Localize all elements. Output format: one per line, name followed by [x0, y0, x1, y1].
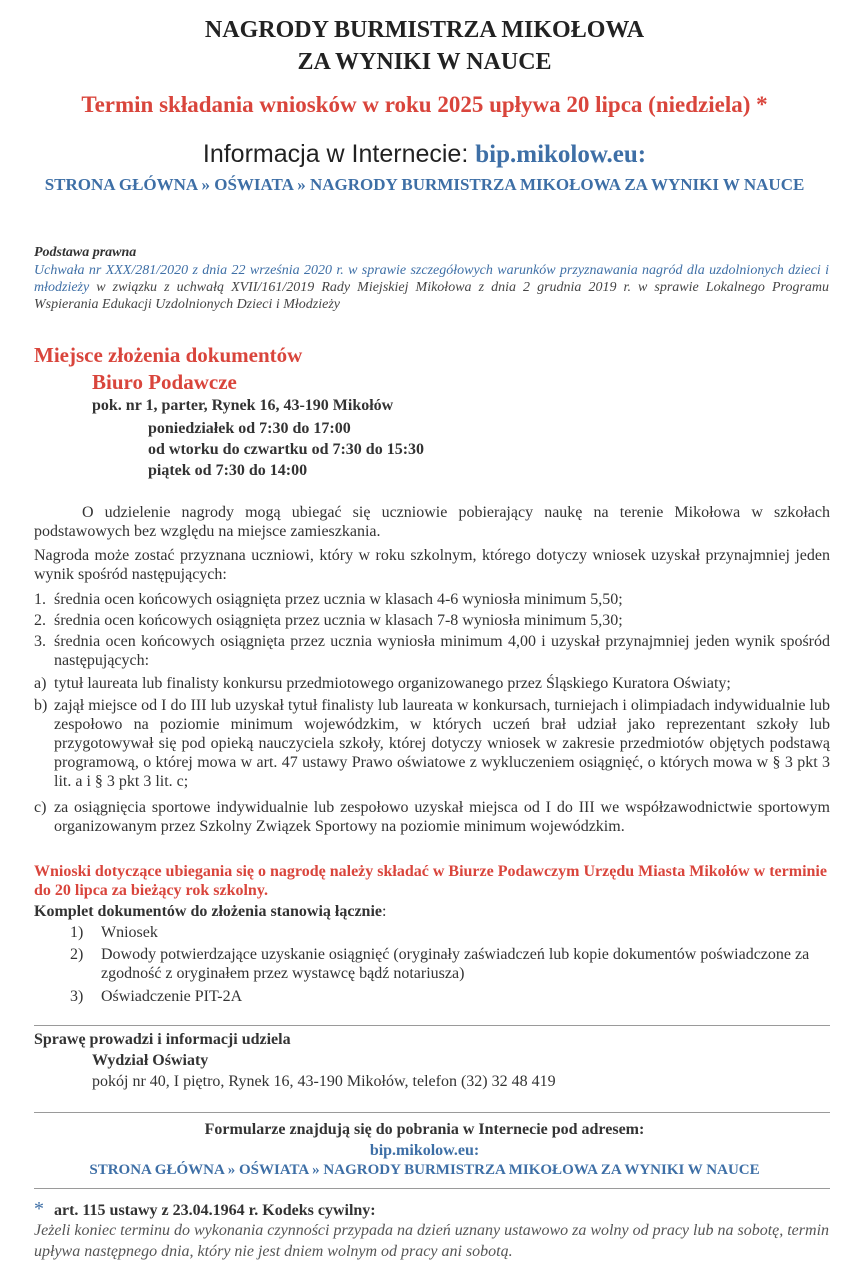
page-title-line2: ZA WYNIKI W NAUCE — [297, 49, 552, 75]
submission-place-heading: Miejsce złożenia dokumentów — [34, 343, 303, 367]
list-marker: 2) — [70, 946, 84, 963]
list-text: zajął miejsce od I do III lub uzyskał tytuł finalisty lub laureata w konkursach, turniejach i olimpiadach indywidualnie lub zespołowo na poziomie minimum wojewódzkim, w których uczeń brał udział jako reprezentant szkoły lub przygotowywał się pod opieką nauczyciela szkoły, której dotyczy wniosek w zakresie przedmiotów objętych podstawą programową, o której mowa w art. 47 ustawy Prawo oświatowe z wykluczeniem osiągnięć, o których mowa w § 3 pkt 3 lit. a i § 3 pkt 3 lit. c; — [54, 697, 830, 790]
office-address: pok. nr 1, parter, Rynek 16, 43-190 Mikołów — [92, 397, 394, 414]
documents-set-label — [34, 903, 386, 921]
list-marker: b) — [34, 697, 48, 714]
footnote-title-text: art. 115 ustawy z 23.04.1964 r. Kodeks cywilny: — [54, 1202, 376, 1219]
divider — [34, 1188, 830, 1189]
list-text: Oświadczenie PIT-2A — [101, 988, 243, 1005]
office-hours — [148, 418, 424, 481]
list-marker: 3) — [70, 988, 84, 1005]
list-text: średnia ocen końcowych osiągnięta przez ucznia wyniosła minimum 4,00 i uzyskał przynajmniej jeden wynik spośród następujących: — [54, 633, 830, 669]
submission-note: Wnioski dotyczące ubiegania się o nagrodę należy składać w Biurze Podawczym Urzędu Miasta Mikołów w terminie do 20 lipca za bieżący rok szkolny. — [34, 863, 827, 899]
internet-info-url[interactable]: bip.mikolow.eu: — [475, 141, 647, 168]
divider — [34, 1025, 830, 1026]
deadline-notice: Termin składania wniosków w roku 2025 upływa 20 lipca (niedziela) * — [81, 92, 768, 117]
list-text: średnia ocen końcowych osiągnięta przez ucznia w klasach 7-8 wyniosła minimum 5,30; — [54, 612, 623, 629]
list-item — [34, 696, 830, 791]
footnote-title — [34, 1198, 376, 1221]
list-item — [70, 945, 810, 983]
legal-basis-label: Podstawa prawna — [34, 245, 137, 260]
list-text: Dowody potwierdzające uzyskanie osiągnięć (oryginały zaświadczeń lub kopie dokumentów poświadczone za zgodność z oryginałem przez wystawcę bądź notariusza) — [101, 946, 810, 982]
internet-info — [0, 140, 849, 169]
list-marker: a) — [34, 675, 47, 692]
list-text: tytuł laureata lub finalisty konkursu przedmiotowego organizowanego przez Śląskiego Kuratora Oświaty; — [54, 675, 731, 692]
hours-friday: piątek od 7:30 do 14:00 — [148, 462, 308, 479]
list-text: Wniosek — [101, 924, 158, 941]
forms-url[interactable]: bip.mikolow.eu: — [369, 1142, 480, 1159]
list-item — [70, 923, 810, 942]
office-name: Biuro Podawcze — [92, 370, 237, 394]
legal-basis-rest: w związku z uchwałą XVII/161/2019 Rady Miejskiej Mikołowa z dnia 2 grudnia 2019 r. w sprawie Lokalnego Programu Wspierania Edukacji Uzdolnionych Dzieci i Młodzieży — [34, 280, 829, 312]
list-text: średnia ocen końcowych osiągnięta przez ucznia w klasach 4-6 wyniosła minimum 5,50; — [54, 591, 623, 608]
list-text: za osiągnięcia sportowe indywidualnie lub zespołowo uzyskał miejsca od I do III we współzawodnictwie sportowym organizowanym przez Szkolny Związek Sportowy na poziomie minimum wojewódzkim. — [54, 799, 830, 835]
list-marker: 3. — [34, 633, 46, 650]
list-item — [34, 674, 830, 693]
documents-set-label-text: Komplet dokumentów do złożenia stanowią łącznie — [34, 903, 382, 920]
contact-label: Sprawę prowadzi i informacji udziela — [34, 1031, 291, 1048]
hours-tue-thu: od wtorku do czwartku od 7:30 do 15:30 — [148, 441, 425, 458]
contact-department: Wydział Oświaty — [92, 1052, 209, 1069]
divider — [34, 1112, 830, 1113]
list-marker: c) — [34, 799, 47, 816]
documents-set-colon: : — [382, 903, 387, 920]
list-item — [34, 611, 830, 630]
list-marker: 1. — [34, 591, 46, 608]
list-item — [70, 987, 810, 1006]
footnote-star: * — [34, 1198, 44, 1220]
internet-info-label: Informacja w Internecie: — [202, 140, 476, 168]
page-title-line1: NAGRODY BURMISTRZA MIKOŁOWA — [204, 17, 645, 43]
legal-basis-text — [34, 262, 829, 313]
list-item — [34, 632, 830, 670]
list-item — [34, 590, 830, 609]
list-marker: 1) — [70, 924, 84, 941]
list-item — [34, 798, 830, 836]
forms-label: Formularze znajdują się do pobrania w Internecie pod adresem: — [204, 1121, 645, 1138]
hours-monday: poniedziałek od 7:30 do 17:00 — [148, 420, 351, 437]
legal-basis-resolution[interactable]: Uchwała nr XXX/281/2020 z dnia 22 września 2020 r. w sprawie szczegółowych warunków przyznawania nagród dla uzdolnionych dzieci i młodzieży — [34, 263, 829, 295]
footnote-text: Jeżeli koniec terminu do wykonania czynności przypada na dzień uznany ustawowo za wolny od pracy lub na sobotę, termin upływa następnego dnia, który nie jest dniem wolnym od pracy ani sobotą. — [34, 1222, 830, 1260]
forms-breadcrumb[interactable]: STRONA GŁÓWNA » OŚWIATA » NAGRODY BURMISTRZA MIKOŁOWA ZA WYNIKI W NAUCE — [89, 1162, 760, 1178]
intro-paragraph-1: O udzielenie nagrody mogą ubiegać się uczniowie pobierający naukę na terenie Mikołowa w szkołach podstawowych bez względu na miejsce zamieszkania. — [34, 504, 830, 540]
list-marker: 2. — [34, 612, 46, 629]
intro-paragraph-2: Nagroda może zostać przyznana uczniowi, który w roku szkolnym, którego dotyczy wniosek uzyskał przynajmniej jeden wynik spośród następujących: — [34, 547, 830, 583]
contact-details: pokój nr 40, I piętro, Rynek 16, 43-190 Mikołów, telefon (32) 32 48 419 — [92, 1073, 556, 1090]
breadcrumb[interactable]: STRONA GŁÓWNA » OŚWIATA » NAGRODY BURMISTRZA MIKOŁOWA ZA WYNIKI W NAUCE — [44, 175, 805, 194]
